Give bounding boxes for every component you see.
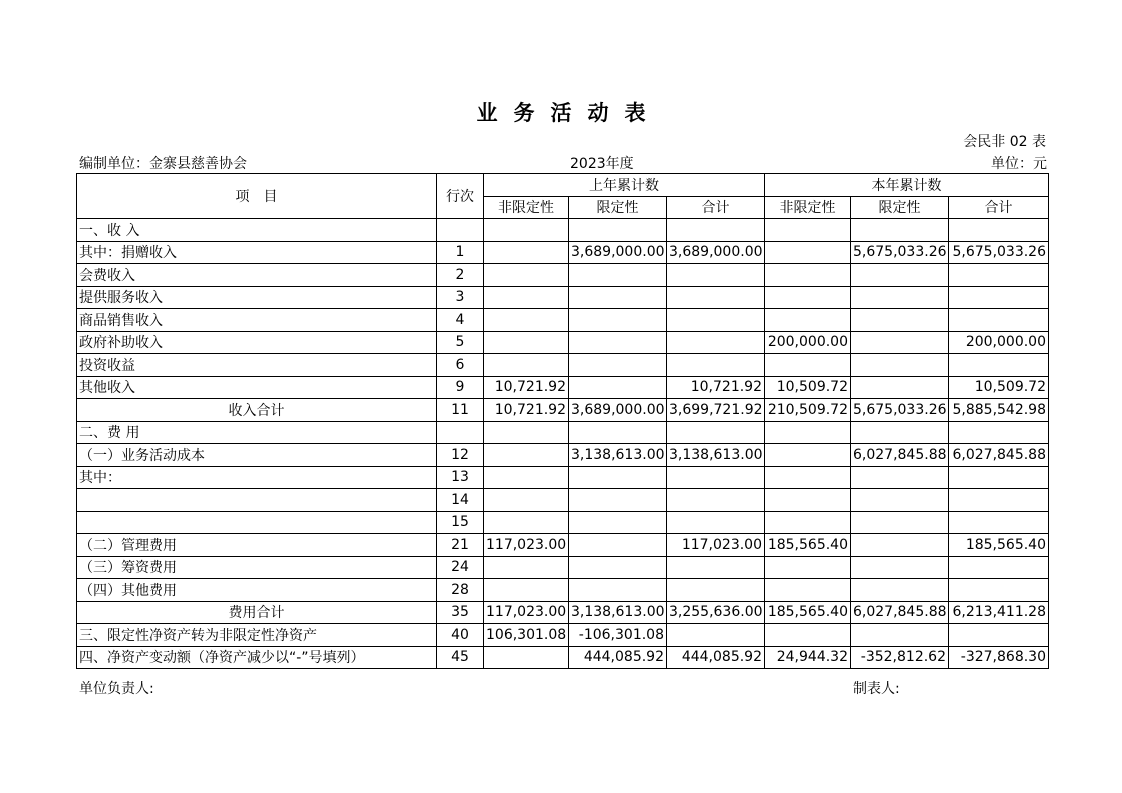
row-item-label bbox=[77, 489, 437, 512]
row-item-label: 其中： bbox=[77, 466, 437, 489]
cell-prev-unrestricted bbox=[484, 444, 569, 467]
cell-curr-restricted: 6,027,845.88 bbox=[851, 601, 949, 624]
cell-curr-restricted bbox=[851, 309, 949, 332]
header-curr-unrestricted: 非限定性 bbox=[765, 196, 851, 219]
cell-prev-unrestricted bbox=[484, 466, 569, 489]
cell-curr-unrestricted: 210,509.72 bbox=[765, 399, 851, 422]
cell-prev-unrestricted: 106,301.08 bbox=[484, 624, 569, 647]
cell-prev-total bbox=[667, 624, 765, 647]
currency-unit: 单位：元 bbox=[991, 156, 1047, 172]
cell-prev-restricted bbox=[569, 466, 667, 489]
row-item-label: 费用合计 bbox=[77, 601, 437, 624]
row-item-label: 三、限定性净资产转为非限定性净资产 bbox=[77, 624, 437, 647]
row-line-number: 45 bbox=[437, 646, 484, 669]
row-line-number: 1 bbox=[437, 241, 484, 264]
cell-curr-unrestricted bbox=[765, 354, 851, 377]
cell-curr-total bbox=[949, 489, 1049, 512]
cell-prev-unrestricted: 117,023.00 bbox=[484, 534, 569, 557]
cell-curr-unrestricted: 200,000.00 bbox=[765, 331, 851, 354]
cell-curr-restricted bbox=[851, 624, 949, 647]
cell-prev-restricted bbox=[569, 421, 667, 444]
cell-prev-restricted bbox=[569, 511, 667, 534]
cell-prev-unrestricted: 10,721.92 bbox=[484, 399, 569, 422]
header-line: 行次 bbox=[437, 174, 484, 219]
cell-curr-restricted bbox=[851, 534, 949, 557]
cell-prev-total bbox=[667, 331, 765, 354]
cell-curr-unrestricted bbox=[765, 241, 851, 264]
row-item-label: 二、费 用 bbox=[77, 421, 437, 444]
form-code: 会民非 02 表 bbox=[963, 134, 1046, 150]
responsible-person-label: 单位负责人: bbox=[79, 681, 154, 697]
cell-prev-restricted: 3,689,000.00 bbox=[569, 241, 667, 264]
cell-prev-restricted bbox=[569, 219, 667, 242]
cell-curr-total: 5,885,542.98 bbox=[949, 399, 1049, 422]
row-item-label: 其中：捐赠收入 bbox=[77, 241, 437, 264]
row-line-number: 21 bbox=[437, 534, 484, 557]
cell-prev-restricted: 3,138,613.00 bbox=[569, 444, 667, 467]
cell-prev-total bbox=[667, 264, 765, 287]
cell-prev-total: 117,023.00 bbox=[667, 534, 765, 557]
cell-prev-total bbox=[667, 421, 765, 444]
cell-prev-unrestricted bbox=[484, 241, 569, 264]
cell-curr-unrestricted bbox=[765, 219, 851, 242]
cell-curr-unrestricted: 185,565.40 bbox=[765, 601, 851, 624]
cell-prev-unrestricted bbox=[484, 646, 569, 669]
cell-curr-unrestricted bbox=[765, 579, 851, 602]
cell-prev-restricted bbox=[569, 264, 667, 287]
cell-curr-total bbox=[949, 624, 1049, 647]
cell-curr-unrestricted: 24,944.32 bbox=[765, 646, 851, 669]
cell-curr-unrestricted bbox=[765, 286, 851, 309]
header-curr-total: 合计 bbox=[949, 196, 1049, 219]
table-row bbox=[77, 624, 1049, 647]
table-row bbox=[77, 241, 1049, 264]
row-line-number: 2 bbox=[437, 264, 484, 287]
row-line-number: 35 bbox=[437, 601, 484, 624]
cell-curr-restricted: 5,675,033.26 bbox=[851, 399, 949, 422]
cell-curr-total: 6,213,411.28 bbox=[949, 601, 1049, 624]
organization-label: 编制单位：金寨县慈善协会 bbox=[79, 156, 247, 172]
cell-curr-restricted: -352,812.62 bbox=[851, 646, 949, 669]
cell-prev-total: 3,138,613.00 bbox=[667, 444, 765, 467]
row-item-label: 投资收益 bbox=[77, 354, 437, 377]
cell-prev-total: 3,255,636.00 bbox=[667, 601, 765, 624]
cell-prev-restricted: 3,138,613.00 bbox=[569, 601, 667, 624]
cell-prev-total: 3,689,000.00 bbox=[667, 241, 765, 264]
table-row bbox=[77, 399, 1049, 422]
cell-prev-total bbox=[667, 579, 765, 602]
cell-curr-unrestricted bbox=[765, 511, 851, 534]
cell-curr-total bbox=[949, 309, 1049, 332]
row-item-label: 四、净资产变动额（净资产减少以“-”号填列） bbox=[77, 646, 437, 669]
cell-prev-restricted bbox=[569, 309, 667, 332]
row-line-number bbox=[437, 421, 484, 444]
cell-curr-total bbox=[949, 219, 1049, 242]
cell-prev-restricted: 444,085.92 bbox=[569, 646, 667, 669]
cell-curr-restricted bbox=[851, 286, 949, 309]
activity-statement-table bbox=[76, 173, 1049, 669]
table-row bbox=[77, 489, 1049, 512]
row-item-label: 政府补助收入 bbox=[77, 331, 437, 354]
cell-curr-total bbox=[949, 421, 1049, 444]
cell-curr-unrestricted bbox=[765, 556, 851, 579]
row-item-label: （二）管理费用 bbox=[77, 534, 437, 557]
row-item-label: （三）筹资费用 bbox=[77, 556, 437, 579]
cell-curr-unrestricted bbox=[765, 466, 851, 489]
table-row bbox=[77, 646, 1049, 669]
cell-prev-restricted bbox=[569, 376, 667, 399]
cell-curr-total bbox=[949, 511, 1049, 534]
cell-prev-total bbox=[667, 466, 765, 489]
cell-prev-restricted: -106,301.08 bbox=[569, 624, 667, 647]
cell-prev-total bbox=[667, 354, 765, 377]
table-row bbox=[77, 466, 1049, 489]
cell-prev-total bbox=[667, 309, 765, 332]
header-curr-restricted: 限定性 bbox=[851, 196, 949, 219]
cell-prev-unrestricted bbox=[484, 264, 569, 287]
row-line-number: 14 bbox=[437, 489, 484, 512]
report-title: 业务活动表 bbox=[476, 101, 662, 125]
cell-prev-unrestricted bbox=[484, 489, 569, 512]
cell-curr-total bbox=[949, 556, 1049, 579]
cell-prev-restricted bbox=[569, 556, 667, 579]
cell-prev-total bbox=[667, 489, 765, 512]
cell-prev-total bbox=[667, 511, 765, 534]
cell-curr-total: 6,027,845.88 bbox=[949, 444, 1049, 467]
cell-curr-restricted bbox=[851, 264, 949, 287]
preparer-label: 制表人: bbox=[853, 681, 900, 697]
cell-curr-total bbox=[949, 579, 1049, 602]
cell-prev-unrestricted bbox=[484, 579, 569, 602]
cell-curr-unrestricted bbox=[765, 444, 851, 467]
cell-curr-unrestricted: 185,565.40 bbox=[765, 534, 851, 557]
row-item-label: 提供服务收入 bbox=[77, 286, 437, 309]
cell-curr-unrestricted bbox=[765, 624, 851, 647]
row-line-number: 9 bbox=[437, 376, 484, 399]
header-item: 项 目 bbox=[77, 174, 437, 219]
cell-prev-total bbox=[667, 219, 765, 242]
cell-curr-total: 5,675,033.26 bbox=[949, 241, 1049, 264]
table-row bbox=[77, 376, 1049, 399]
header-prev-total: 合计 bbox=[667, 196, 765, 219]
cell-prev-total bbox=[667, 286, 765, 309]
row-item-label: 商品销售收入 bbox=[77, 309, 437, 332]
cell-prev-total: 3,699,721.92 bbox=[667, 399, 765, 422]
row-line-number: 28 bbox=[437, 579, 484, 602]
table-row bbox=[77, 354, 1049, 377]
cell-curr-total: 10,509.72 bbox=[949, 376, 1049, 399]
cell-prev-unrestricted bbox=[484, 286, 569, 309]
row-item-label: 其他收入 bbox=[77, 376, 437, 399]
cell-prev-unrestricted: 117,023.00 bbox=[484, 601, 569, 624]
cell-prev-unrestricted: 10,721.92 bbox=[484, 376, 569, 399]
table-row bbox=[77, 421, 1049, 444]
cell-curr-total bbox=[949, 286, 1049, 309]
table-body bbox=[77, 219, 1049, 669]
cell-curr-total bbox=[949, 264, 1049, 287]
row-line-number: 40 bbox=[437, 624, 484, 647]
header-prev-restricted: 限定性 bbox=[569, 196, 667, 219]
header-curr-year: 本年累计数 bbox=[765, 174, 1049, 197]
cell-curr-unrestricted bbox=[765, 421, 851, 444]
cell-prev-restricted bbox=[569, 331, 667, 354]
cell-curr-unrestricted bbox=[765, 264, 851, 287]
cell-curr-unrestricted: 10,509.72 bbox=[765, 376, 851, 399]
cell-curr-unrestricted bbox=[765, 309, 851, 332]
cell-prev-unrestricted bbox=[484, 331, 569, 354]
row-line-number: 6 bbox=[437, 354, 484, 377]
row-line-number: 3 bbox=[437, 286, 484, 309]
cell-prev-total: 10,721.92 bbox=[667, 376, 765, 399]
cell-prev-total: 444,085.92 bbox=[667, 646, 765, 669]
table-row bbox=[77, 534, 1049, 557]
row-line-number: 4 bbox=[437, 309, 484, 332]
row-line-number: 15 bbox=[437, 511, 484, 534]
cell-curr-restricted bbox=[851, 556, 949, 579]
row-line-number: 5 bbox=[437, 331, 484, 354]
cell-curr-restricted bbox=[851, 421, 949, 444]
row-line-number: 13 bbox=[437, 466, 484, 489]
row-line-number: 12 bbox=[437, 444, 484, 467]
table-row bbox=[77, 219, 1049, 242]
cell-prev-unrestricted bbox=[484, 421, 569, 444]
row-line-number: 24 bbox=[437, 556, 484, 579]
row-item-label bbox=[77, 511, 437, 534]
cell-prev-unrestricted bbox=[484, 354, 569, 377]
table-row bbox=[77, 331, 1049, 354]
cell-curr-total bbox=[949, 466, 1049, 489]
cell-prev-unrestricted bbox=[484, 309, 569, 332]
cell-prev-unrestricted bbox=[484, 511, 569, 534]
row-item-label: 一、收 入 bbox=[77, 219, 437, 242]
cell-curr-restricted bbox=[851, 376, 949, 399]
cell-prev-restricted bbox=[569, 579, 667, 602]
row-item-label: 会费收入 bbox=[77, 264, 437, 287]
cell-curr-restricted: 6,027,845.88 bbox=[851, 444, 949, 467]
cell-curr-restricted bbox=[851, 331, 949, 354]
report-meta bbox=[79, 153, 1047, 173]
table-row bbox=[77, 556, 1049, 579]
cell-curr-unrestricted bbox=[765, 489, 851, 512]
cell-curr-total: 185,565.40 bbox=[949, 534, 1049, 557]
table-row bbox=[77, 579, 1049, 602]
cell-curr-total bbox=[949, 354, 1049, 377]
row-item-label: 收入合计 bbox=[77, 399, 437, 422]
row-line-number: 11 bbox=[437, 399, 484, 422]
cell-prev-restricted bbox=[569, 489, 667, 512]
cell-curr-restricted bbox=[851, 466, 949, 489]
header-row-1 bbox=[77, 174, 1049, 197]
cell-curr-restricted bbox=[851, 489, 949, 512]
table-row bbox=[77, 309, 1049, 332]
cell-prev-unrestricted bbox=[484, 219, 569, 242]
cell-prev-total bbox=[667, 556, 765, 579]
cell-curr-restricted bbox=[851, 579, 949, 602]
cell-prev-restricted: 3,689,000.00 bbox=[569, 399, 667, 422]
row-item-label: （四）其他费用 bbox=[77, 579, 437, 602]
cell-curr-restricted: 5,675,033.26 bbox=[851, 241, 949, 264]
table-row bbox=[77, 511, 1049, 534]
header-prev-unrestricted: 非限定性 bbox=[484, 196, 569, 219]
cell-prev-unrestricted bbox=[484, 556, 569, 579]
header-prev-year: 上年累计数 bbox=[484, 174, 765, 197]
table-row bbox=[77, 286, 1049, 309]
cell-curr-restricted bbox=[851, 354, 949, 377]
cell-curr-restricted bbox=[851, 511, 949, 534]
report-year: 2023年度 bbox=[570, 156, 634, 172]
table-row bbox=[77, 444, 1049, 467]
cell-curr-total: 200,000.00 bbox=[949, 331, 1049, 354]
cell-prev-restricted bbox=[569, 534, 667, 557]
row-line-number bbox=[437, 219, 484, 242]
row-item-label: （一）业务活动成本 bbox=[77, 444, 437, 467]
cell-curr-total: -327,868.30 bbox=[949, 646, 1049, 669]
cell-prev-restricted bbox=[569, 286, 667, 309]
cell-prev-restricted bbox=[569, 354, 667, 377]
cell-curr-restricted bbox=[851, 219, 949, 242]
table-row bbox=[77, 264, 1049, 287]
table-row bbox=[77, 601, 1049, 624]
